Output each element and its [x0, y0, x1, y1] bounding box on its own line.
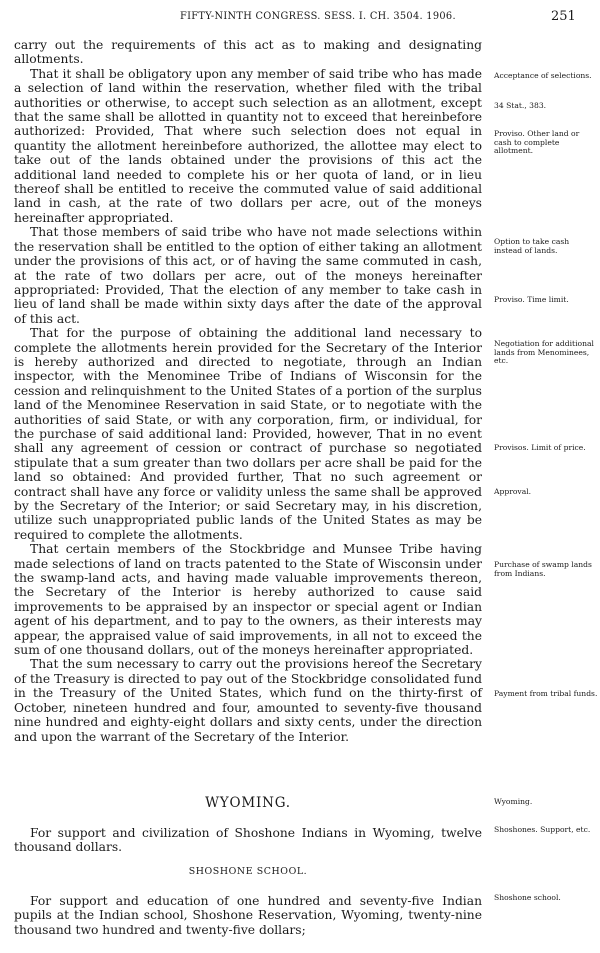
paragraph-acceptance-of-selections: That it shall be obligatory upon any member of said tribe who has made a selection of land within the reservation, whether filed with the tribal authorities or otherwise, to accept such selection as an allotment, except that the same shall be allotted in quantity not to exceed that hereinbefore authorized: Provided, That where such selection does not equal in quantity the allotment hereinbefore authorized, the allottee may elect to take out of the lands obtained under the provisions of this act the additional land needed to complete his or her quota of land, or in lieu thereof shall be entitled to receive the commuted value of said additional land in cash, at the rate of two dollars per acre, out of the moneys hereinafter appropriated. [14, 66, 482, 225]
margin-note-proviso-other-land: Proviso. Other land or cash to complete allotment. [494, 129, 580, 156]
running-head-text: FIFTY-NINTH CONGRESS. SESS. I. CH. 3504. 1906. [180, 11, 456, 22]
margin-note-payment: Payment from tribal funds. [494, 689, 598, 698]
margin-note-citation: 34 Stat., 383. [494, 101, 547, 110]
page-number: 251 [551, 9, 576, 24]
margin-note-negotiation: Negotiation for additional lands from Menominees, etc. [494, 339, 594, 366]
subheading-shoshone-school: SHOSHONE SCHOOL. [188, 866, 308, 877]
margin-note-proviso-time-limit: Proviso. Time limit. [494, 295, 569, 304]
margin-note-shoshone-school: Shoshone school. [494, 893, 561, 902]
paragraph-swamp-lands: That certain members of the Stockbridge and Munsee Tribe having made selections of land on tracts patented to the State of Wisconsin under the swamp-land acts, and having made valuable improvements thereon, the Secretary of the Interior is hereby authorized to cause said improvements to be appraised by an inspector or special agent or Indian agent of his department, and to pay to the owners, as their interests may appear, the appraised value of said improvements, in all not to exceed the sum of one thousand dollars, out of the moneys hereinafter appropriated. [14, 542, 482, 658]
margin-note-approval: Approval. [494, 487, 532, 496]
paragraph-continued: carry out the requirements of this act as to making and designating allotments. [14, 38, 482, 67]
margin-note-acceptance: Acceptance of selections. [494, 71, 592, 80]
paragraph-negotiation: That for the purpose of obtaining the additional land necessary to complete the allotments herein provided for the Secretary of the Interior is hereby authorized and directed to negotiate, through an Indian inspector, with the Menominee Tribe of Indians of Wisconsin for the cession and relinquishment to the United States of a portion of the surplus land of the Menominee Reservation in said State, or to negotiate with the authorities of said State, or with any corporation, firm, or individual, for the purchase of said additional land: Provided, however, That in no event shall any agreement of cession or contract of purchase so negotiated stipulate that a sum greater than two dollars per acre shall be paid for the land so obtained: And provided further, That no such agreement or contract shall have any force or validity unless the same shall be approved by the Secretary of the Interior; or said Secretary may, in his discretion, utilize such unappropriated public lands of the United States as may be required to complete the allotments. [14, 326, 482, 542]
margin-note-swamp-lands: Purchase of swamp lands from Indians. [494, 560, 592, 578]
statute-body [14, 38, 482, 744]
paragraph-payment: That the sum necessary to carry out the provisions hereof the Secretary of the Treasury is directed to pay out of the Stockbridge consolidated fund in the Treasury of the United States, which fund on the thirty-first of October, nineteen hundred and four, amounted to seventy-five thousand nine hundred and eighty-eight dollars and sixty cents, under the direction and upon the warrant of the Secretary of the Interior. [14, 657, 482, 744]
section-heading-wyoming: WYOMING. [205, 795, 291, 811]
paragraph-option-cash: That those members of said tribe who have not made selections within the reservation shall be entitled to the option of either taking an allotment under the provisions of this act, or of having the same commuted in cash, at the rate of two dollars per acre, out of the moneys hereinafter appropriated: Provided, That the election of any member to take cash in lieu of land shall be made within sixty days after the date of the approval of this act. [14, 225, 482, 326]
margin-note-shoshones: Shoshones. Support, etc. [494, 825, 591, 834]
margin-note-option-cash: Option to take cash instead of lands. [494, 237, 570, 255]
paragraph-shoshone-school: For support and education of one hundred and seventy-five Indian pupils at the Indian school, Shoshone Reservation, Wyoming, twenty-nine thousand two hundred and twenty-five dollars; [14, 894, 482, 937]
running-header [0, 10, 600, 26]
margin-note-provisos-limit: Provisos. Limit of price. [494, 443, 586, 452]
paragraph-wyoming-support: For support and civilization of Shoshone Indians in Wyoming, twelve thousand dollars. [14, 826, 482, 855]
margin-note-wyoming: Wyoming. [494, 797, 533, 806]
